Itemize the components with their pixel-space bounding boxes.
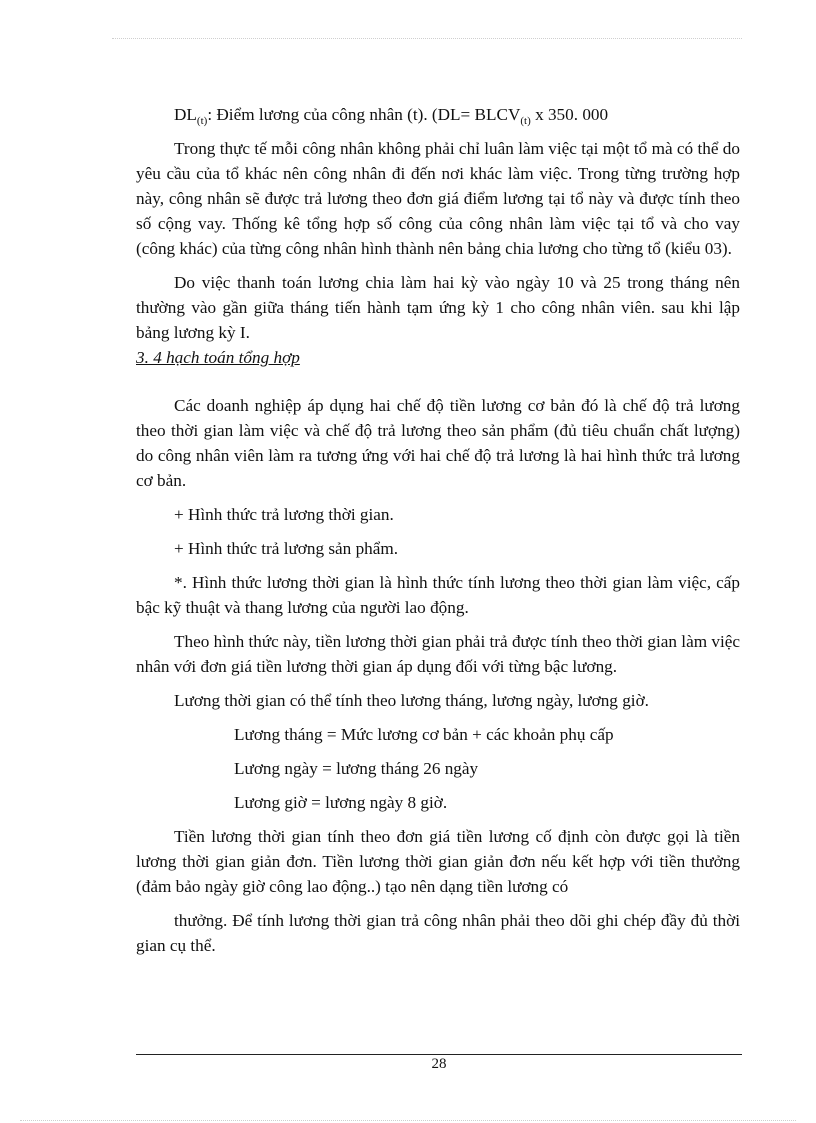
paragraph-time-salary-types: Lương thời gian có thể tính theo lương tháng, lương ngày, lương giờ. xyxy=(174,691,649,710)
page-number: 28 xyxy=(431,1056,447,1072)
paragraph-simple-time-salary: Tiền lương thời gian tính theo đơn giá tiền lương cố định còn được gọi là tiền lương thời gian giản đơn. Tiền lương thời gian giản đơn nếu kết hợp với tiền thưởng (đảm bảo ngày giờ công lao động..) tạo nên dạng tiền lương có xyxy=(136,827,740,896)
paragraph-bonus-time-salary: thưởng. Để tính lương thời gian trả công nhân phải theo dõi ghi chép đầy đủ thời gian cụ thể. xyxy=(136,911,740,955)
text-definition: : Điểm lương của công nhân (t). (DL= BLCV xyxy=(207,105,521,124)
list-item-product-salary: + Hình thức trả lương sản phẩm. xyxy=(174,539,399,558)
formula-daily: Lương ngày = lương tháng 26 ngày xyxy=(234,759,479,778)
list-item-time-salary: + Hình thức trả lương thời gian. xyxy=(174,505,394,524)
subscript-t: (t) xyxy=(196,115,208,127)
paragraph-team-work: Trong thực tế mỗi công nhân không phải chỉ luân làm việc tại một tổ mà có thể do yêu cầu của tổ khác nên công nhân đi đến nơi khác làm việc. Trong từng trường hợp này, công nhân sẽ được trả lương theo đơn giá điểm lương tại tổ này và được tính theo số cộng vay. Thống kê tổng hợp số công của công nhân làm việc tại tổ và cho vay (công khác) của từng công nhân hình thành nên bảng chia lương cho từng tổ (kiểu 03). xyxy=(136,139,740,258)
page-border-bottom xyxy=(20,1120,796,1121)
page-body xyxy=(136,102,740,967)
text-multiplier: x 350. 000 xyxy=(530,105,609,124)
paragraph-payment-periods: Do việc thanh toán lương chia làm hai kỳ vào ngày 10 và 25 trong tháng nên thường vào gần giữa tháng tiến hành tạm ứng kỳ 1 cho công nhân viên. sau khi lập bảng lương kỳ I. xyxy=(136,273,740,342)
paragraph-definition xyxy=(136,102,740,127)
subscript-t-2: (t) xyxy=(520,115,531,127)
page-border-top xyxy=(112,38,742,39)
paragraph-salary-regimes: Các doanh nghiệp áp dụng hai chế độ tiền lương cơ bản đó là chế độ trả lương theo thời gian làm việc và chế độ trả lương theo sản phẩm (đủ tiêu chuẩn chất lượng) do công nhân viên làm ra tương ứng với hai chế độ trả lương là hai hình thức trả lương cơ bản. xyxy=(136,396,740,490)
text-dl: DL xyxy=(174,105,197,124)
formula-hourly: Lương giờ = lương ngày 8 giờ. xyxy=(234,793,448,812)
paragraph-time-salary-definition: *. Hình thức lương thời gian là hình thức tính lương theo thời gian làm việc, cấp bậc kỹ thuật và thang lương của người lao động. xyxy=(136,573,740,617)
footer-divider xyxy=(136,1054,742,1055)
paragraph-time-salary-calculation: Theo hình thức này, tiền lương thời gian phải trả được tính theo thời gian làm việc nhân với đơn giá tiền lương thời gian áp dụng đối với từng bậc lương. xyxy=(136,632,740,676)
section-heading: 3. 4 hạch toán tổng hợp xyxy=(136,348,300,367)
formula-monthly: Lương tháng = Mức lương cơ bản + các khoản phụ cấp xyxy=(234,725,614,744)
